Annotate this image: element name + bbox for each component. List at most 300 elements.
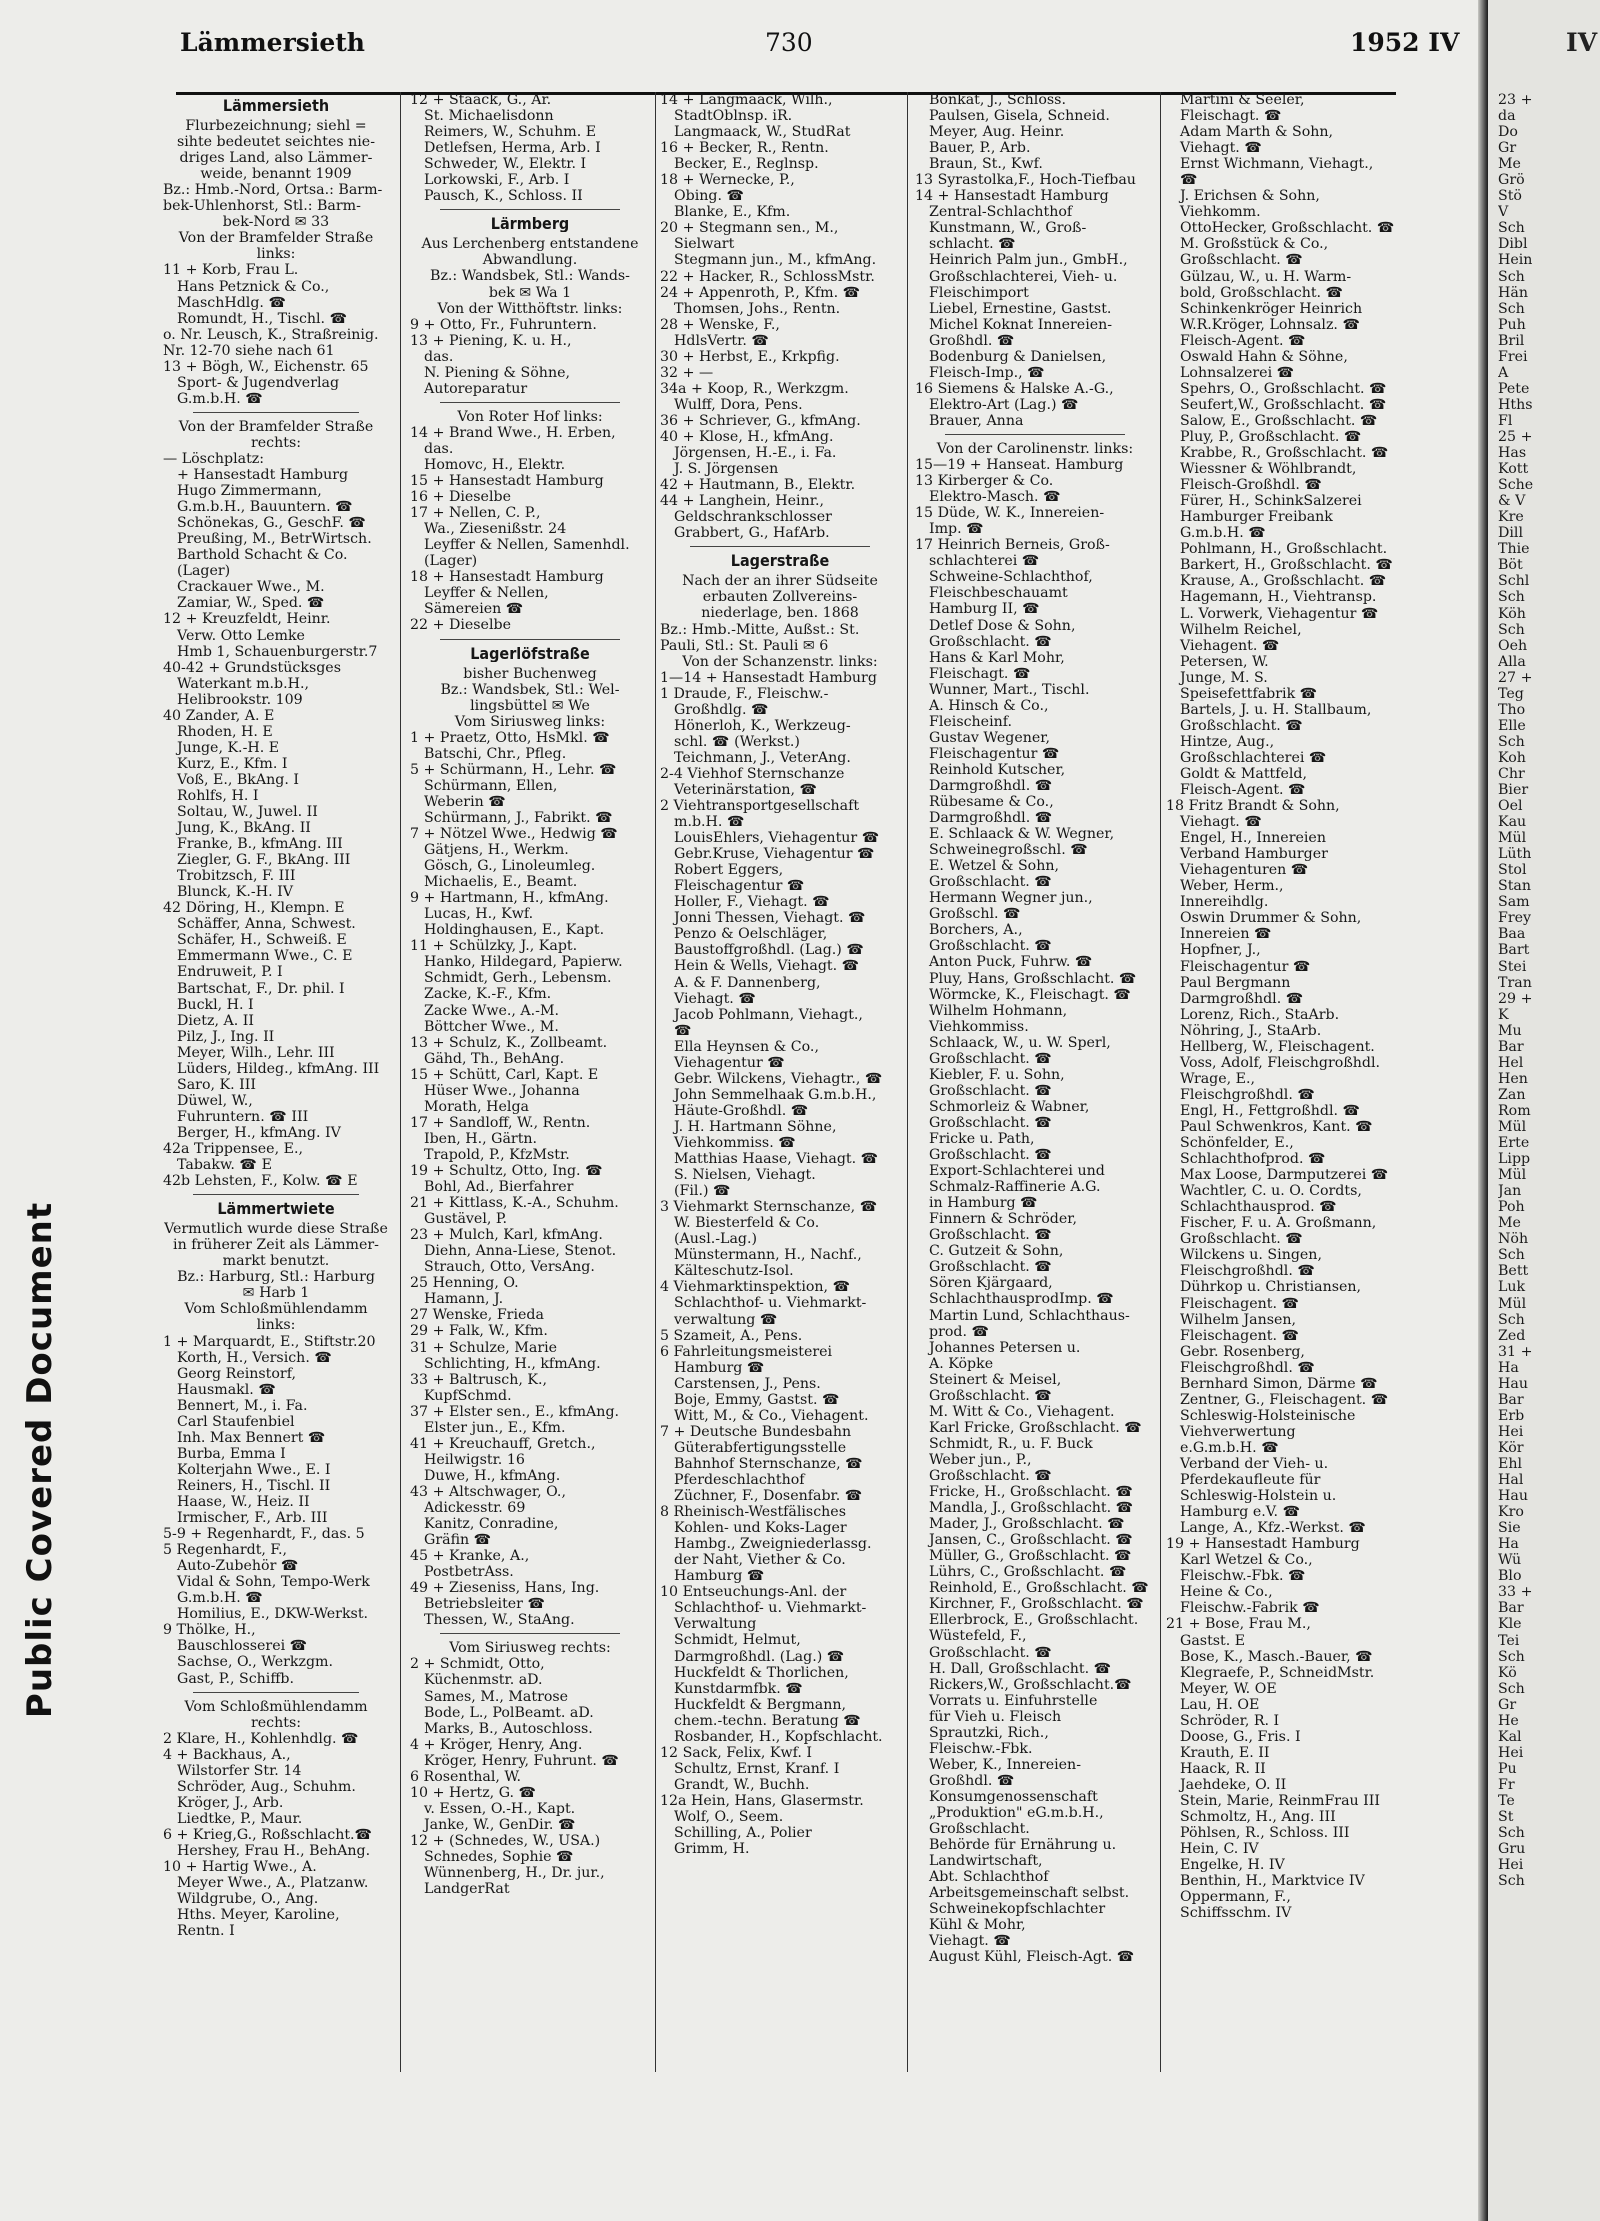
directory-line: ☎ xyxy=(674,1022,692,1039)
directory-line: Strauch, Otto, VersAng. xyxy=(424,1259,595,1276)
directory-line: 13 Syrastolka,F., Hoch-Tiefbau xyxy=(915,172,1136,189)
directory-line: Soltau, W., Juwel. II xyxy=(177,804,318,821)
next-page-fragment: Chr xyxy=(1498,765,1525,782)
directory-line: LandgerRat xyxy=(424,1881,510,1898)
directory-line: Fuhruntern. ☎ III xyxy=(177,1108,309,1125)
directory-line: Witt, M., & Co., Viehagent. xyxy=(674,1407,869,1424)
directory-line: Wilhelm Jansen, xyxy=(1180,1311,1297,1328)
directory-line: Landwirtschaft, xyxy=(929,1853,1043,1870)
directory-line: Penzo & Oelschläger, xyxy=(674,926,828,943)
next-page-fragment: Poh xyxy=(1498,1199,1525,1216)
directory-line: Stegmann jun., M., kfmAng. xyxy=(674,252,877,269)
directory-line: Bz.: Hmb.-Mitte, Außst.: St. xyxy=(660,621,860,638)
next-page-fragment: Dill xyxy=(1498,525,1523,542)
directory-line: Fleischgroßhdl. ☎ xyxy=(1180,1263,1316,1280)
directory-line: Gastst. E xyxy=(1180,1632,1246,1649)
directory-line: 11 + Korb, Frau L. xyxy=(163,262,299,279)
directory-line: Viehagentur ☎ xyxy=(674,1054,785,1071)
directory-line: Speisefettfabrik ☎ xyxy=(1180,685,1318,702)
next-page-fragment: Koh xyxy=(1498,749,1526,766)
directory-line: Preußing, M., BetrWirtsch. xyxy=(177,531,372,548)
next-page-fragment: Kre xyxy=(1498,509,1524,526)
directory-line: 10 + Hertz, G. ☎ xyxy=(410,1784,537,1801)
directory-line: Holdinghausen, E., Kapt. xyxy=(424,922,605,939)
directory-line: Großschlacht. ☎ xyxy=(929,1082,1052,1099)
directory-line: Lührs, C., Großschlacht. ☎ xyxy=(929,1564,1127,1581)
directory-line: driges Land, also Lämmer- xyxy=(179,150,373,167)
directory-line: 15 + Schütt, Carl, Kapt. E xyxy=(410,1066,599,1083)
directory-line: Wachtler, C. u. O. Cordts, xyxy=(1180,1183,1362,1200)
directory-line: Krauth, E. II xyxy=(1180,1744,1270,1761)
directory-line: Schürmann, J., Fabrikt. ☎ xyxy=(424,809,613,826)
directory-line: Waterkant m.b.H., xyxy=(177,675,310,692)
directory-line: Wolf, O., Seem. xyxy=(674,1808,784,1825)
directory-line: Nr. 12-70 siehe nach 61 xyxy=(163,342,335,359)
directory-line: Tabakw. ☎ E xyxy=(177,1157,272,1174)
directory-line: G.m.b.H. ☎ xyxy=(177,390,263,407)
directory-line: 29 + Falk, W., Kfm. xyxy=(410,1323,548,1340)
directory-line: Mader, J., Großschlacht. ☎ xyxy=(929,1516,1125,1533)
directory-line: Hamburg II, ☎ xyxy=(929,601,1040,618)
directory-line: Hambg., Zweigniederlassg. xyxy=(674,1536,872,1553)
section-separator xyxy=(440,1633,620,1634)
next-page-fragment: Hei xyxy=(1498,1857,1524,1874)
directory-line: Homovc, H., Elektr. xyxy=(424,456,566,473)
directory-line: Pferdekaufleute für xyxy=(1180,1472,1321,1489)
directory-line: Batschi, Chr., Pfleg. xyxy=(424,745,567,762)
directory-line: Kühl & Mohr, xyxy=(929,1917,1026,1934)
directory-line: 31 + Schulze, Marie xyxy=(410,1339,558,1356)
directory-line: „Produktion" eG.m.b.H., xyxy=(929,1804,1104,1821)
directory-line: Vermutlich wurde diese Straße xyxy=(164,1221,388,1238)
directory-line: 2 + Schmidt, Otto, xyxy=(410,1656,545,1673)
directory-line: LouisEhlers, Viehagentur ☎ xyxy=(674,830,880,847)
directory-line: Viehkommiss. ☎ xyxy=(674,1135,796,1151)
directory-line: PostbetrAss. xyxy=(424,1564,514,1581)
directory-line: Robert Eggers, xyxy=(674,862,784,879)
directory-line: Hopfner, J., xyxy=(1180,942,1261,959)
directory-line: rechts: xyxy=(250,1714,302,1731)
directory-line: Grimm, H. xyxy=(674,1841,750,1858)
next-page-fragment: 29 + xyxy=(1498,990,1533,1007)
directory-line: Lorenz, Rich., StaArb. xyxy=(1180,1006,1340,1023)
directory-line: Schnedes, Sophie ☎ xyxy=(424,1848,574,1865)
directory-line: G.m.b.H. ☎ xyxy=(1180,525,1266,542)
directory-line: Verband Hamburger xyxy=(1180,846,1328,863)
next-page-fragment: Do xyxy=(1498,124,1518,141)
directory-line: Jung, K., BkAng. II xyxy=(177,820,311,837)
directory-line: 1—14 + Hansestadt Hamburg xyxy=(660,669,877,686)
directory-line: 36 + Schriever, G., kfmAng. xyxy=(660,412,861,429)
directory-line: Haack, R. II xyxy=(1180,1760,1266,1777)
directory-line: 13 Kirberger & Co. xyxy=(915,473,1054,490)
directory-line: J. S. Jörgensen xyxy=(674,461,779,478)
directory-line: Wrage, E., xyxy=(1180,1070,1256,1087)
section-separator xyxy=(440,639,620,640)
next-page-fragment: Stö xyxy=(1498,188,1522,205)
directory-line: Großschlachterei ☎ xyxy=(1180,749,1327,766)
directory-line: Innereien ☎ xyxy=(1180,926,1272,943)
next-page-fragment: Ehl xyxy=(1498,1455,1523,1472)
directory-line: H. Dall, Großschlacht. ☎ xyxy=(929,1660,1112,1677)
directory-line: Weberin ☎ xyxy=(424,793,506,810)
directory-line: Wa., Ziesenißstr. 24 xyxy=(424,521,567,538)
directory-line: niederlage, ben. 1868 xyxy=(701,605,859,622)
directory-line: Dührkop u. Christiansen, xyxy=(1180,1279,1362,1296)
directory-line: lingsbüttel ✉ We xyxy=(470,697,590,714)
directory-line: (Ausl.-Lag.) xyxy=(674,1231,758,1248)
directory-line: bek ✉ Wa 1 xyxy=(488,284,572,301)
next-page-fragment: Ha xyxy=(1498,1359,1519,1376)
directory-line: Goldt & Mattfeld, xyxy=(1180,765,1308,782)
directory-line: + Hansestadt Hamburg xyxy=(177,467,349,484)
directory-line: Carstensen, J., Pens. xyxy=(674,1375,821,1392)
directory-line: 14 + Brand Wwe., H. Erben, xyxy=(410,424,616,441)
directory-line: Vom Siriusweg rechts: xyxy=(449,1640,611,1657)
directory-line: Grabbert, G., HafArb. xyxy=(674,525,830,542)
next-page-fragment: Kro xyxy=(1498,1504,1524,1521)
directory-line: 2 Klare, H., Kohlenhdlg. ☎ xyxy=(163,1730,359,1747)
directory-line: Lorkowski, F., Arb. I xyxy=(424,172,570,189)
next-page-fragment: Puh xyxy=(1498,316,1526,333)
directory-line: 17 + Nellen, C. P., xyxy=(410,505,541,522)
directory-line: Geldschrankschlosser xyxy=(674,509,832,526)
directory-line: Bonkat, J., Schloss. xyxy=(929,92,1066,108)
directory-line: 49 + Zieseniss, Hans, Ing. xyxy=(410,1580,600,1597)
directory-line: Oswald Hahn & Söhne, xyxy=(1180,348,1348,365)
next-page-fragment: Lipp xyxy=(1498,1151,1531,1168)
directory-line: SchlachthausprodImp. ☎ xyxy=(929,1291,1114,1308)
directory-line: Fleischagt. ☎ xyxy=(929,665,1031,682)
directory-line: Fleischw.-Fabrik ☎ xyxy=(1180,1600,1320,1617)
directory-line: Michaelis, E., Beamt. xyxy=(424,874,578,891)
directory-line: Nöhring, J., StaArb. xyxy=(1180,1022,1322,1039)
next-page-fragment: Sche xyxy=(1498,477,1534,494)
directory-line: Rübesame & Co., xyxy=(929,794,1054,811)
directory-line: Diehn, Anna-Liese, Stenot. xyxy=(424,1243,617,1260)
directory-line: Adickesstr. 69 xyxy=(424,1499,526,1516)
directory-line: Großschlacht. ☎ xyxy=(929,1114,1052,1131)
directory-line: Engl, H., Fettgroßhdl. ☎ xyxy=(1180,1102,1361,1119)
directory-line: Inh. Max Bennert ☎ xyxy=(177,1429,326,1446)
next-page-fragment: Nöh xyxy=(1498,1231,1529,1248)
directory-line: 30 + Herbst, E., Krkpfig. xyxy=(660,348,840,365)
directory-line: Von der Bramfelder Straße xyxy=(178,230,374,247)
directory-line: Kälteschutz-Isol. xyxy=(674,1263,794,1280)
directory-line: Hermann Wegner jun., xyxy=(929,890,1093,907)
directory-line: Betriebsleiter ☎ xyxy=(424,1596,546,1613)
directory-line: Schiffsschm. IV xyxy=(1180,1905,1292,1922)
directory-line: Viehagt. ☎ xyxy=(929,1933,1012,1950)
directory-line: der Naht, Viether & Co. xyxy=(674,1552,846,1569)
directory-line: Großschlacht. ☎ xyxy=(929,1467,1052,1484)
next-page-fragment: Blo xyxy=(1498,1568,1522,1585)
directory-line: Heilwigstr. 16 xyxy=(424,1451,525,1468)
next-page-fragment: Dibl xyxy=(1498,236,1528,253)
next-page-fragment: Stei xyxy=(1498,958,1527,975)
directory-line: Hamann, J. xyxy=(424,1291,504,1308)
directory-line: Saro, K. III xyxy=(177,1076,256,1093)
directory-line: Pluy, Hans, Großschlacht. ☎ xyxy=(929,970,1137,987)
directory-line: Janke, W., GenDir. ☎ xyxy=(424,1816,576,1833)
directory-line: Pauli, Stl.: St. Pauli ✉ 6 xyxy=(660,637,829,654)
next-page-fragment: Fr xyxy=(1498,1776,1515,1793)
directory-line: für Vieh u. Fleisch xyxy=(929,1708,1062,1725)
directory-line: Gustävel, P. xyxy=(424,1211,508,1228)
directory-line: Hershey, Frau H., BehAng. xyxy=(177,1842,371,1859)
directory-line: Franke, B., kfmAng. III xyxy=(177,836,343,853)
next-page-fragment: Sch xyxy=(1498,1247,1525,1264)
directory-line: Elster jun., E., Kfm. xyxy=(424,1419,566,1436)
directory-line: Huckfeldt & Bergmann, xyxy=(674,1696,847,1713)
directory-line: M. Großstück & Co., xyxy=(1180,236,1329,253)
directory-line: Homilius, E., DKW-Werkst. xyxy=(177,1606,369,1623)
directory-line: Langmaack, W., StudRat xyxy=(674,124,851,141)
next-page-fragment: Hän xyxy=(1498,284,1528,301)
directory-line: Behörde für Ernährung u. xyxy=(929,1837,1117,1854)
street-heading: Lämmersieth xyxy=(222,98,330,115)
directory-line: Sames, M., Matrose xyxy=(424,1688,569,1705)
directory-line: MaschHdlg. ☎ xyxy=(177,294,287,311)
directory-line: W. Biesterfeld & Co. xyxy=(674,1215,820,1232)
next-page-fragment: Bar xyxy=(1498,1600,1524,1617)
directory-line: Bode, L., PolBeamt. aD. xyxy=(424,1704,594,1721)
directory-line: Schönfelder, E., xyxy=(1180,1135,1294,1152)
directory-line: 4 + Kröger, Henry, Ang. xyxy=(410,1736,583,1753)
next-page-fragment: Kau xyxy=(1498,814,1527,831)
directory-line: o. Nr. Leusch, K., Straßreinig. xyxy=(163,326,379,343)
directory-line: Kirchner, F., Großschlacht. ☎ xyxy=(929,1596,1144,1613)
directory-line: sihte bedeutet seichtes nie- xyxy=(176,134,375,151)
next-page-fragment: Frey xyxy=(1498,910,1532,927)
directory-line: Viehagt. ☎ xyxy=(1180,814,1263,831)
directory-line: E. Schlaack & W. Wegner, xyxy=(929,826,1115,843)
directory-line: Fleisch-Agent. ☎ xyxy=(1180,332,1306,349)
next-page-fragment: Sch xyxy=(1498,589,1525,606)
directory-line: 42 + Hautmann, B., Elektr. xyxy=(660,477,856,494)
next-page-fragment: Has xyxy=(1498,445,1527,462)
directory-line: 20 + Stegmann sen., M., xyxy=(660,220,839,237)
directory-line: erbauten Zollvereins- xyxy=(702,589,858,606)
directory-line: Barkert, H., Großschlacht. ☎ xyxy=(1180,557,1394,574)
directory-line: Paulsen, Gisela, Schneid. xyxy=(929,108,1110,125)
directory-line: Hein & Wells, Viehagt. ☎ xyxy=(674,958,860,975)
directory-line: Lucas, H., Kwf. xyxy=(424,906,534,923)
directory-line: Buckl, H. I xyxy=(177,996,254,1013)
directory-line: 33 + Baltrusch, K., xyxy=(410,1371,548,1388)
directory-line: Kiebler, F. u. Sohn, xyxy=(929,1066,1065,1083)
directory-line: Liedtke, P., Maur. xyxy=(177,1810,303,1827)
directory-line: Elektro-Art (Lag.) ☎ xyxy=(929,396,1079,413)
directory-line: J. Erichsen & Sohn, xyxy=(1180,188,1320,205)
directory-line: Wüstefeld, F., xyxy=(929,1628,1027,1645)
directory-line: Huckfeldt & Thorlichen, xyxy=(674,1664,849,1681)
next-page-fragment: Gru xyxy=(1498,1841,1526,1858)
directory-line: Abt. Schlachthof xyxy=(929,1869,1049,1886)
directory-line: Baustoffgroßhdl. (Lag.) ☎ xyxy=(674,942,865,959)
next-page-fragment: 33 + xyxy=(1498,1584,1533,1601)
directory-line: Pausch, K., Schloss. II xyxy=(424,188,583,205)
directory-line: Karl Wetzel & Co., xyxy=(1180,1552,1313,1569)
directory-line: Wulff, Dora, Pens. xyxy=(674,396,803,413)
directory-line: Autoreparatur xyxy=(424,380,528,397)
directory-line: bek-Nord ✉ 33 xyxy=(222,214,330,231)
directory-line: Sielwart xyxy=(674,236,735,253)
directory-line: das. xyxy=(424,440,454,457)
next-page-fragment: Zan xyxy=(1498,1086,1526,1103)
directory-line: Fleisch-Agent. ☎ xyxy=(1180,782,1306,799)
directory-line: Matthias Haase, Viehagt. ☎ xyxy=(674,1151,879,1168)
next-page-fragment: Kö xyxy=(1498,1664,1517,1681)
directory-line: Zacke, K.-F., Kfm. xyxy=(424,986,552,1003)
directory-line: 19 + Hansestadt Hamburg xyxy=(1166,1536,1360,1553)
next-page-fragment: Sch xyxy=(1498,1311,1525,1328)
directory-line: das. xyxy=(424,348,454,365)
directory-line: Fischer, F. u. A. Großmann, xyxy=(1180,1215,1377,1232)
page-number: 730 xyxy=(765,28,813,57)
directory-line: Carl Staufenbiel xyxy=(177,1413,295,1430)
directory-line: Großschlacht. ☎ xyxy=(929,1387,1052,1404)
directory-line: Detlefsen, Herma, Arb. I xyxy=(424,140,601,157)
directory-line: 42 Döring, H., Klempn. E xyxy=(163,900,345,917)
directory-line: Rhoden, H. E xyxy=(177,723,273,740)
directory-line: Bodenburg & Danielsen, xyxy=(929,348,1107,365)
directory-line: Großschlacht. ☎ xyxy=(929,633,1052,650)
directory-line: 42b Lehsten, F., Kolw. ☎ E xyxy=(163,1173,358,1190)
next-page-fragment: Kal xyxy=(1498,1728,1522,1745)
next-page-fragment: Sie xyxy=(1498,1520,1521,1537)
next-page-fragment: Böt xyxy=(1498,557,1523,574)
directory-line: Schönekas, G., GeschF. ☎ xyxy=(177,515,367,532)
column-divider xyxy=(400,92,401,2072)
directory-line: 9 + Hartmann, H., kfmAng. xyxy=(410,890,609,907)
directory-line: Schweinekopfschlachter xyxy=(929,1901,1106,1918)
directory-line: Imp. ☎ xyxy=(929,521,984,538)
next-page-fragment: Sch xyxy=(1498,733,1525,750)
next-page-fragment: Pu xyxy=(1498,1760,1517,1777)
directory-line: Brauer, Anna xyxy=(929,412,1024,429)
directory-line: 1 + Marquardt, E., Stiftstr.20 xyxy=(163,1333,376,1350)
directory-line: Krabbe, R., Großschlacht. ☎ xyxy=(1180,445,1389,462)
directory-line: Schultz, Ernst, Kranf. I xyxy=(674,1760,840,1777)
directory-line: Engel, H., Innereien xyxy=(1180,830,1326,847)
directory-line: Fricke u. Path, xyxy=(929,1131,1035,1147)
directory-line: 13 + Schulz, K., Zollbeamt. xyxy=(410,1034,608,1051)
directory-line: Fleisch-Imp., ☎ xyxy=(929,364,1045,381)
column-divider xyxy=(1160,92,1161,2072)
directory-line: A. Köpke xyxy=(929,1355,994,1372)
directory-line: Sören Kjärgaard, xyxy=(929,1275,1053,1292)
next-page-fragment: Grö xyxy=(1498,172,1525,189)
directory-line: Irmischer, F., Arb. III xyxy=(177,1510,328,1527)
directory-line: Reimers, W., Schuhm. E xyxy=(424,124,597,141)
column-3 xyxy=(660,92,900,2152)
directory-line: Schröder, R. I xyxy=(1180,1712,1280,1729)
next-page-strip xyxy=(1488,0,1600,2221)
directory-line: (Lager) xyxy=(177,563,231,580)
directory-line: J. H. Hartmann Söhne, xyxy=(674,1118,837,1135)
directory-line: schl. ☎ (Werkst.) xyxy=(674,733,800,750)
directory-line: 6 Rosenthal, W. xyxy=(410,1768,522,1785)
directory-line: 2-4 Viehhof Sternschanze xyxy=(660,765,845,782)
directory-line: Großschlacht. ☎ xyxy=(929,1147,1052,1164)
directory-line: Schlaack, W., u. W. Sperl, xyxy=(929,1034,1111,1051)
directory-line: Güterabfertigungsstelle xyxy=(674,1439,847,1456)
directory-line: Bartels, J. u. H. Stallbaum, xyxy=(1180,701,1372,718)
directory-line: Voß, E., BkAng. I xyxy=(177,771,299,788)
directory-line: Jacob Pohlmann, Viehagt., xyxy=(674,1006,863,1023)
directory-line: markt benutzt. xyxy=(222,1253,330,1270)
directory-line: Sport- & Jugendverlag xyxy=(177,374,340,391)
directory-line: Schleswig-Holsteinische xyxy=(1180,1407,1356,1424)
directory-line: Petersen, W. xyxy=(1180,653,1269,670)
directory-line: 45 + Kranke, A., xyxy=(410,1548,530,1565)
directory-line: Anton Puck, Fuhrw. ☎ xyxy=(929,954,1093,971)
directory-line: Trobitzsch, F. III xyxy=(177,868,296,885)
directory-line: 6 Fahrleitungsmeisterei xyxy=(660,1343,833,1360)
directory-line: Fleischagt. ☎ xyxy=(1180,108,1282,125)
directory-line: Schäfer, H., Schweiß. E xyxy=(177,932,347,949)
next-page-fragment: Pete xyxy=(1498,380,1530,397)
directory-line: Auto-Zubehör ☎ xyxy=(177,1558,299,1575)
directory-line: Schmidt, R., u. F. Buck xyxy=(929,1435,1093,1452)
next-page-fragment: V xyxy=(1498,204,1509,221)
directory-line: Steinert & Meisel, xyxy=(929,1371,1062,1388)
next-page-fragment: Bar xyxy=(1498,1038,1524,1055)
directory-line: Schweine-Schlachthof, xyxy=(929,569,1093,586)
directory-line: Martini & Seeler, xyxy=(1180,92,1305,108)
running-head-street: Lämmersieth xyxy=(180,28,365,57)
directory-line: Fleischagentur ☎ xyxy=(929,745,1060,762)
next-page-fragment: Luk xyxy=(1498,1279,1526,1296)
directory-line: Viehagenturen ☎ xyxy=(1180,862,1309,879)
directory-line: 1 Draude, F., Fleischw.- xyxy=(660,685,829,702)
directory-line: Fleischagentur ☎ xyxy=(674,878,805,895)
directory-line: Schlachthof- u. Viehmarkt- xyxy=(674,1600,867,1617)
directory-line: Kurz, E., Kfm. I xyxy=(177,755,288,772)
directory-line: bold, Großschlacht. ☎ xyxy=(1180,284,1344,301)
next-page-fragment: Rom xyxy=(1498,1102,1531,1119)
directory-line: Meyer, Wilh., Lehr. III xyxy=(177,1044,335,1061)
directory-line: Zentner, G., Fleischagent. ☎ xyxy=(1180,1391,1389,1408)
directory-line: Michel Koknat Innereien- xyxy=(929,316,1113,333)
directory-line: Bahnhof Sternschanze, ☎ xyxy=(674,1455,863,1472)
directory-line: 13 + Piening, K. u. H., xyxy=(410,332,572,349)
directory-line: 17 + Sandloff, W., Rentn. xyxy=(410,1114,591,1131)
directory-line: 14 + Langmaack, Wilh., xyxy=(660,92,833,108)
directory-line: Holler, F., Viehagt. ☎ xyxy=(674,894,830,911)
next-page-fragment: Thie xyxy=(1498,541,1530,558)
directory-line: C. Gutzeit & Sohn, xyxy=(929,1243,1064,1260)
directory-line: Martin Lund, Schlachthaus- xyxy=(929,1307,1130,1324)
street-heading: Lagerlöfstraße xyxy=(470,645,590,662)
directory-line: 21 + Bose, Frau M., xyxy=(1166,1616,1311,1633)
directory-line: Hüser Wwe., Johanna xyxy=(424,1082,580,1099)
directory-line: verwaltung ☎ xyxy=(674,1311,778,1328)
directory-line: 44 + Langhein, Heinr., xyxy=(660,493,824,510)
directory-line: Schlachthofprod. ☎ xyxy=(1180,1151,1326,1168)
directory-line: Doose, G., Fris. I xyxy=(1180,1728,1301,1745)
next-page-fragment: Jan xyxy=(1498,1183,1522,1200)
next-page-fragment: 27 + xyxy=(1498,669,1533,686)
directory-line: v. Essen, O.-H., Kapt. xyxy=(424,1800,576,1817)
next-page-fragment: Wü xyxy=(1498,1552,1522,1569)
directory-line: 32 + — xyxy=(660,364,714,381)
street-heading: Lämmertwiete xyxy=(217,1201,335,1218)
next-page-fragment: Hen xyxy=(1498,1070,1528,1087)
directory-line: Weber, Herm., xyxy=(1180,878,1284,895)
next-page-fragment: A xyxy=(1498,364,1509,381)
